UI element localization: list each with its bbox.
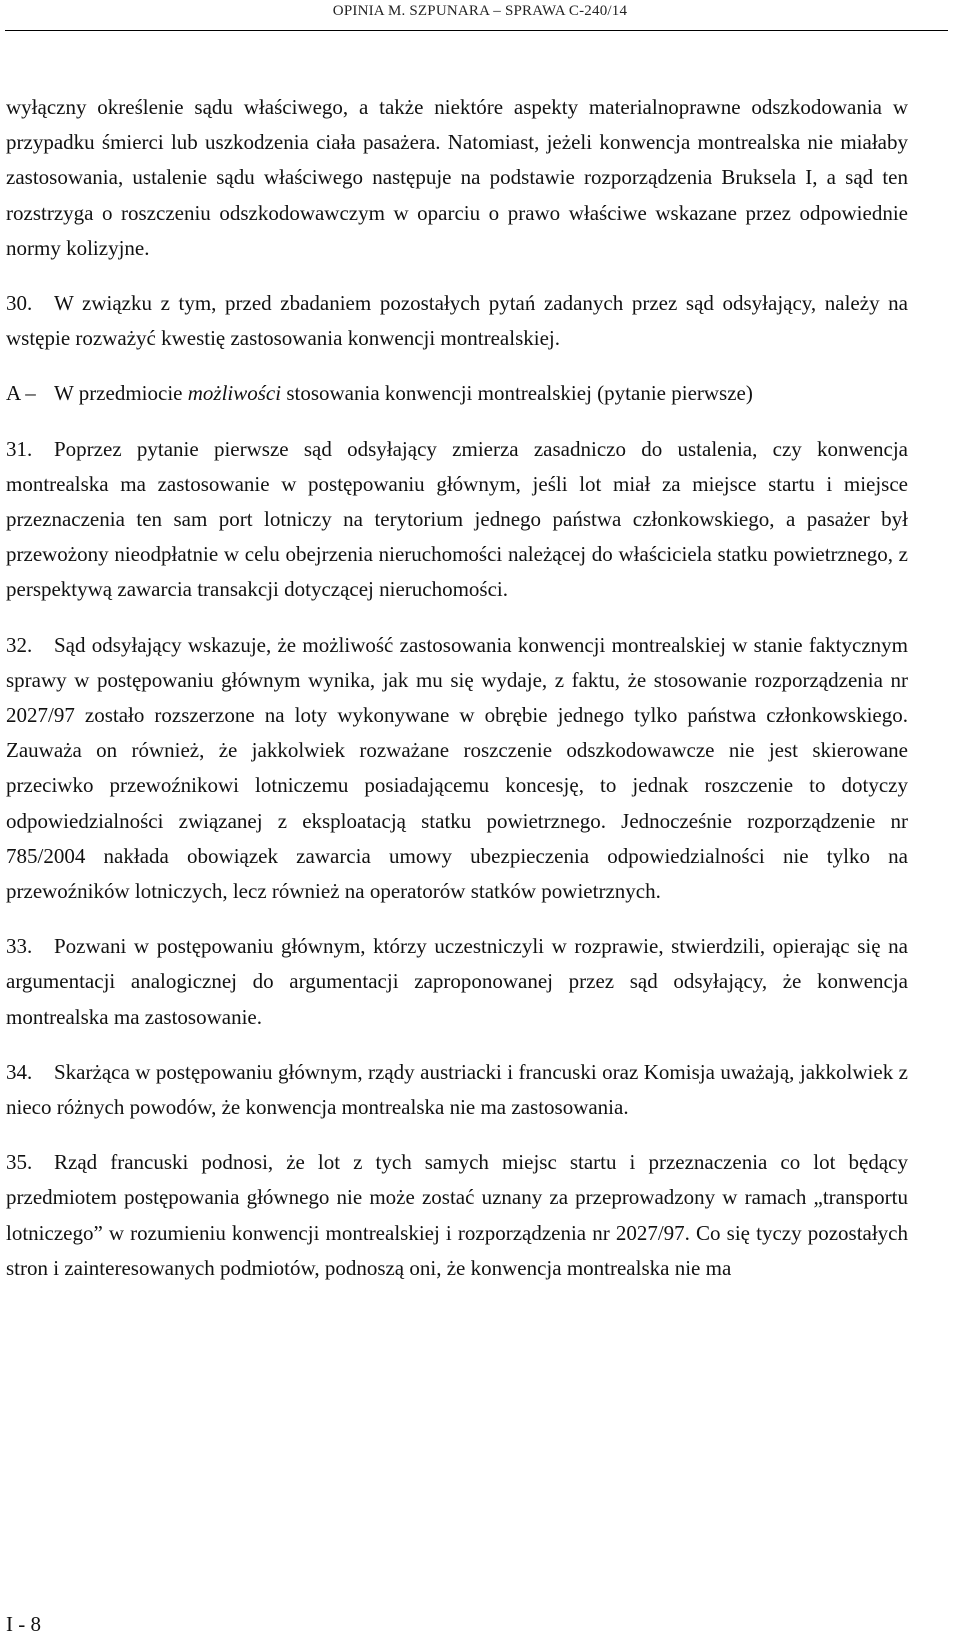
running-header: OPINIA M. SZPUNARA – SPRAWA C-240/14	[332, 3, 628, 19]
paragraph-30	[6, 286, 908, 356]
paragraph-text: Skarżąca w postępowaniu głównym, rządy austriacki i francuski oraz Komisja uważają, jakkolwiek z nieco różnych powodów, że konwencja montrealska nie ma zastosowania.	[6, 1059, 908, 1120]
intro-paragraph: wyłączny określenie sądu właściwego, a także niektóre aspekty materialnoprawne odszkodowania w przypadku śmierci lub uszkodzenia ciała pasażera. Natomiast, jeżeli konwencja montrealska nie miałaby zastosowania, ustalenie sądu właściwego następuje na podstawie rozporządzenia Bruksela I, a sąd ten rozstrzyga o roszczeniu odszkodowawczym w oparciu o prawo właściwe wskazane przez odpowiednie normy kolizyjne.	[6, 95, 908, 260]
paragraph-text: Poprzez pytanie pierwsze sąd odsyłający zmierza zasadniczo do ustalenia, czy konwencja montrealska ma zastosowanie w postępowaniu głównym, jeśli lot miał za miejsce startu i miejsce przeznaczenia ten sam port lotniczy na terytorium jednego państwa członkowskiego, a pasażer był przewożony nieodpłatnie w celu obejrzenia nieruchomości należącej do właściciela statku powietrznego, z perspektywą zawarcia transakcji dotyczącej nieruchomości.	[6, 436, 908, 602]
paragraph-31	[6, 432, 908, 608]
section-heading-text-end: stosowania konwencji montrealskiej (pytanie pierwsze)	[281, 381, 753, 406]
paragraph-number: 34.	[6, 1059, 33, 1084]
section-heading	[6, 376, 908, 411]
page-number: I - 8	[6, 1612, 41, 1636]
paragraph-34	[6, 1055, 908, 1125]
section-heading-text-start: W przedmiocie	[54, 381, 188, 406]
paragraph-text: Pozwani w postępowaniu głównym, którzy uczestniczyli w rozprawie, stwierdzili, opierając się na argumentacji analogicznej do argumentacji zaproponowanej przez sąd odsyłający, że konwencja montrealska ma zastosowanie.	[6, 934, 908, 1029]
paragraph-33	[6, 929, 908, 1035]
section-heading-emphasis: możliwości	[187, 381, 282, 406]
document-body	[6, 90, 908, 1306]
paragraph-number: 30.	[6, 291, 33, 316]
header-divider	[5, 30, 948, 31]
paragraph-number: 33.	[6, 934, 33, 959]
paragraph-text: W związku z tym, przed zbadaniem pozostałych pytań zadanych przez sąd odsyłający, należy na wstępie rozważyć kwestię zastosowania konwencji montrealskiej.	[6, 291, 908, 351]
paragraph-number: 31.	[6, 436, 33, 461]
paragraph-text: Rząd francuski podnosi, że lot z tych samych miejsc startu i przeznaczenia co lot będący przedmiotem postępowania głównego nie może zostać uznany za przeprowadzony w ramach „transportu lotniczego” w rozumieniu konwencji montrealskiej i rozporządzenia nr 2027/97. Co się tyczy pozostałych stron i zainteresowanych podmiotów, podnoszą oni, że konwencja montrealska nie ma	[6, 1150, 908, 1280]
paragraph-number: 32.	[6, 632, 33, 657]
section-letter: A –	[6, 381, 36, 406]
paragraph-32	[6, 628, 908, 910]
paragraph-number: 35.	[6, 1150, 33, 1175]
paragraph-35	[6, 1145, 908, 1286]
paragraph-text: Sąd odsyłający wskazuje, że możliwość zastosowania konwencji montrealskiej w stanie faktycznym sprawy w postępowaniu głównym wynika, jak mu się wydaje, z faktu, że stosowanie rozporządzenia nr 2027/97 zostało rozszerzone na loty wykonywane w obrębie jednego tylko państwa członkowskiego. Zauważa on również, że jakkolwiek rozważane roszczenie odszkodowawcze nie jest skierowane przeciwko przewoźnikowi lotniczemu posiadającemu koncesję, to jednak roszczenie to dotyczy odpowiedzialności związanej z eksploatacją statku powietrznego. Jednocześnie rozporządzenie nr 785/2004 nakłada obowiązek zawarcia umowy ubezpieczenia odpowiedzialności nie tylko na przewoźników lotniczych, lecz również na operatorów statków powietrznych.	[6, 632, 908, 904]
